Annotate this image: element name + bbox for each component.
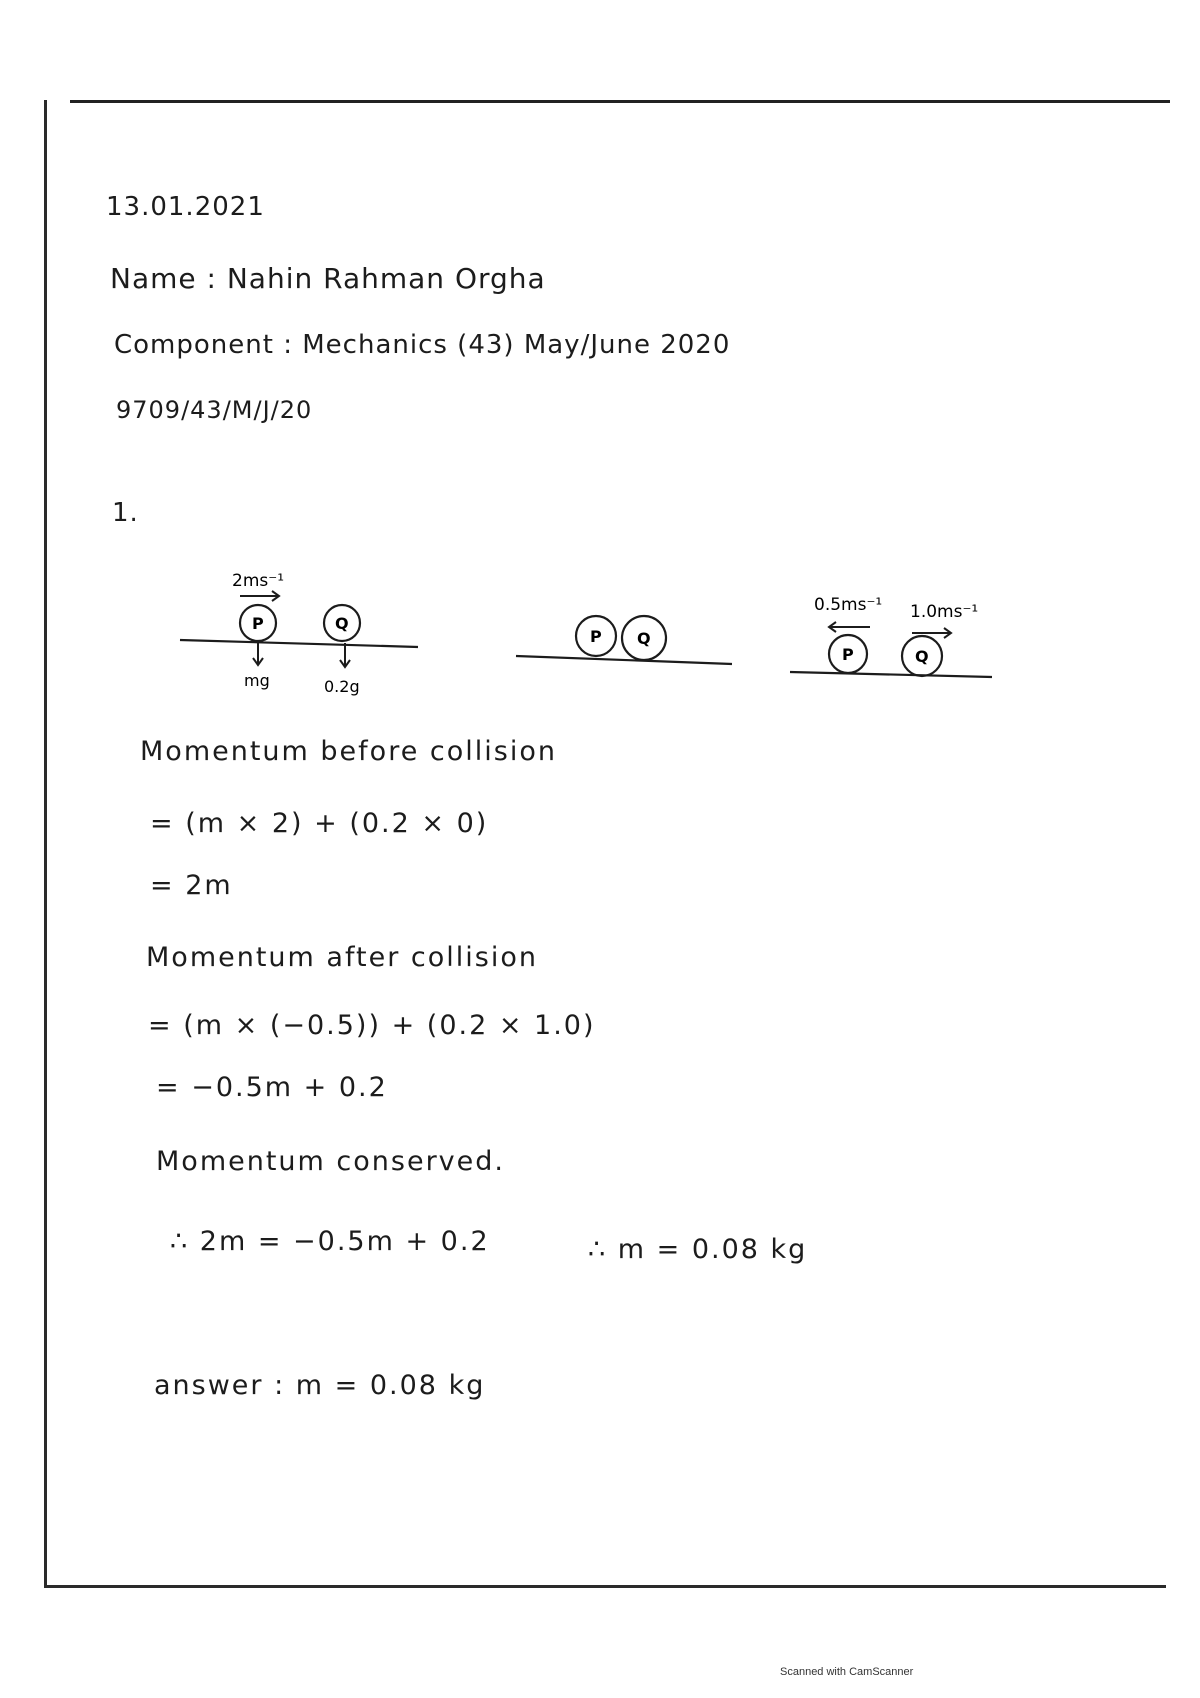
- ball-q-collision-label: Q: [637, 629, 651, 648]
- momentum-conserved-heading: Momentum conserved.: [156, 1146, 505, 1177]
- ball-q-after-label: Q: [915, 647, 929, 666]
- momentum-after-line2: = −0.5m + 0.2: [156, 1072, 388, 1103]
- ball-p-collision-label: P: [590, 627, 602, 646]
- diagram-after: [790, 595, 992, 677]
- mass-q-label: 0.2g: [324, 677, 360, 696]
- scanner-watermark: Scanned with CamScanner: [780, 1666, 914, 1678]
- diagram-before: [180, 571, 418, 696]
- student-name: Name : Nahin Rahman Orgha: [110, 262, 546, 295]
- momentum-before-line2: = 2m: [150, 870, 233, 901]
- ball-p-after-label: P: [842, 645, 854, 664]
- question-number: 1.: [112, 498, 139, 528]
- ball-p-before-label: P: [252, 614, 264, 633]
- velocity-p-before: 2ms⁻¹: [232, 571, 285, 591]
- velocity-q-after: 1.0ms⁻¹: [910, 602, 979, 622]
- mass-p-label: mg: [244, 671, 270, 690]
- ground-after: [790, 672, 992, 677]
- conserved-result: ∴ m = 0.08 kg: [588, 1234, 808, 1265]
- momentum-after-line1: = (m × (−0.5)) + (0.2 × 1.0): [148, 1010, 596, 1041]
- collision-diagram: [0, 0, 1200, 700]
- date: 13.01.2021: [106, 192, 265, 222]
- paper-code: 9709/43/M/J/20: [116, 396, 313, 424]
- ground-collision: [516, 656, 732, 664]
- ball-q-before-label: Q: [335, 614, 349, 633]
- momentum-after-heading: Momentum after collision: [146, 942, 538, 973]
- diagram-collision: [516, 616, 732, 664]
- ground-before: [180, 640, 418, 647]
- velocity-p-after: 0.5ms⁻¹: [814, 595, 883, 615]
- conserved-equation: ∴ 2m = −0.5m + 0.2: [170, 1226, 490, 1257]
- momentum-before-heading: Momentum before collision: [140, 736, 557, 767]
- final-answer: answer : m = 0.08 kg: [154, 1370, 486, 1401]
- momentum-before-line1: = (m × 2) + (0.2 × 0): [150, 808, 489, 839]
- component-line: Component : Mechanics (43) May/June 2020: [114, 330, 731, 360]
